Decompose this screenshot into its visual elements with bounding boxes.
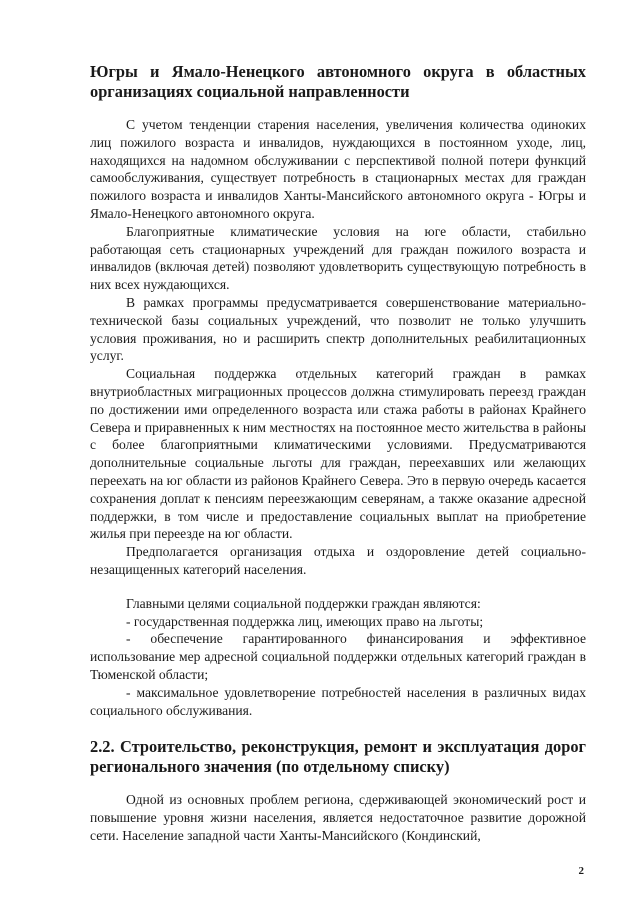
document-body: [90, 62, 586, 845]
goals-list: [90, 595, 586, 720]
goal-item: - максимальное удовлетворение потребностей населения в различных видах социального обслуживания.: [90, 684, 586, 718]
goals-intro: Главными целями социальной поддержки граждан являются:: [126, 595, 481, 611]
page-number: 2: [578, 865, 584, 877]
paragraph-program-improvement: В рамках программы предусматривается совершенствование материально-технической базы социальных учреждений, что позволит не только улучшить условия проживания, но и расширить спектр дополнительных реабилитационных услуг.: [90, 294, 586, 364]
paragraph-migration-support: Социальная поддержка отдельных категорий граждан в рамках внутриобластных миграционных процессов должна стимулировать переезд граждан по достижении ими определенного возраста или стажа работы в районах Крайнего Севера и приравненных к ним местностях на постоянное место жительства в районы с более благоприятными климатическими условиями. Предусматриваются дополнительные социальные льготы для граждан, переехавших или желающих переехать на юг области из районов Крайнего Севера. Это в первую очередь касается сохранения доплат к пенсиям переезжающим северянам, а также оказание адресной поддержки, в том числе и предоставление социальных выплат на приобретение жилья при переезде на юг области.: [90, 366, 586, 542]
heading-top: Югры и Ямало-Ненецкого автономного округа в областных организациях социальной направленности: [90, 62, 586, 101]
paragraph-aging-population: С учетом тенденции старения населения, увеличения количества одиноких лиц пожилого возраста и инвалидов, нуждающихся в постоянном уходе, лиц, находящихся на надомном обслуживании с перспективой полной потери функций самообслуживания, существует потребность в стационарных местах для граждан пожилого возраста и инвалидов Ханты-Мансийского автономного округа - Югры и Ямало-Ненецкого автономного округа.: [90, 117, 586, 221]
goal-item: - обеспечение гарантированного финансирования и эффективное использование мер адресной социальной поддержки отдельных категорий граждан в Тюменской области;: [90, 631, 586, 682]
paragraph-road-network: Одной из основных проблем региона, сдерживающей экономический рост и повышение уровня жизни населения, является недостаточное развитие дорожной сети. Население западной части Ханты-Мансийского (Кондинский,: [90, 792, 586, 843]
goal-item: - государственная поддержка лиц, имеющих право на льготы;: [126, 613, 484, 629]
paragraph-climate-conditions: Благоприятные климатические условия на юге области, стабильно работающая сеть стационарных учреждений для граждан пожилого возраста и инвалидов (включая детей) позволяют удовлетворить существующую потребность в них всех нуждающихся.: [90, 223, 586, 293]
section-heading-roads: 2.2. Строительство, реконструкция, ремонт и эксплуатация дорог регионального значения (по отдельному списку): [90, 737, 586, 777]
paragraph-children-recreation: Предполагается организация отдыха и оздоровление детей социально-незащищенных категорий населения.: [90, 544, 586, 577]
